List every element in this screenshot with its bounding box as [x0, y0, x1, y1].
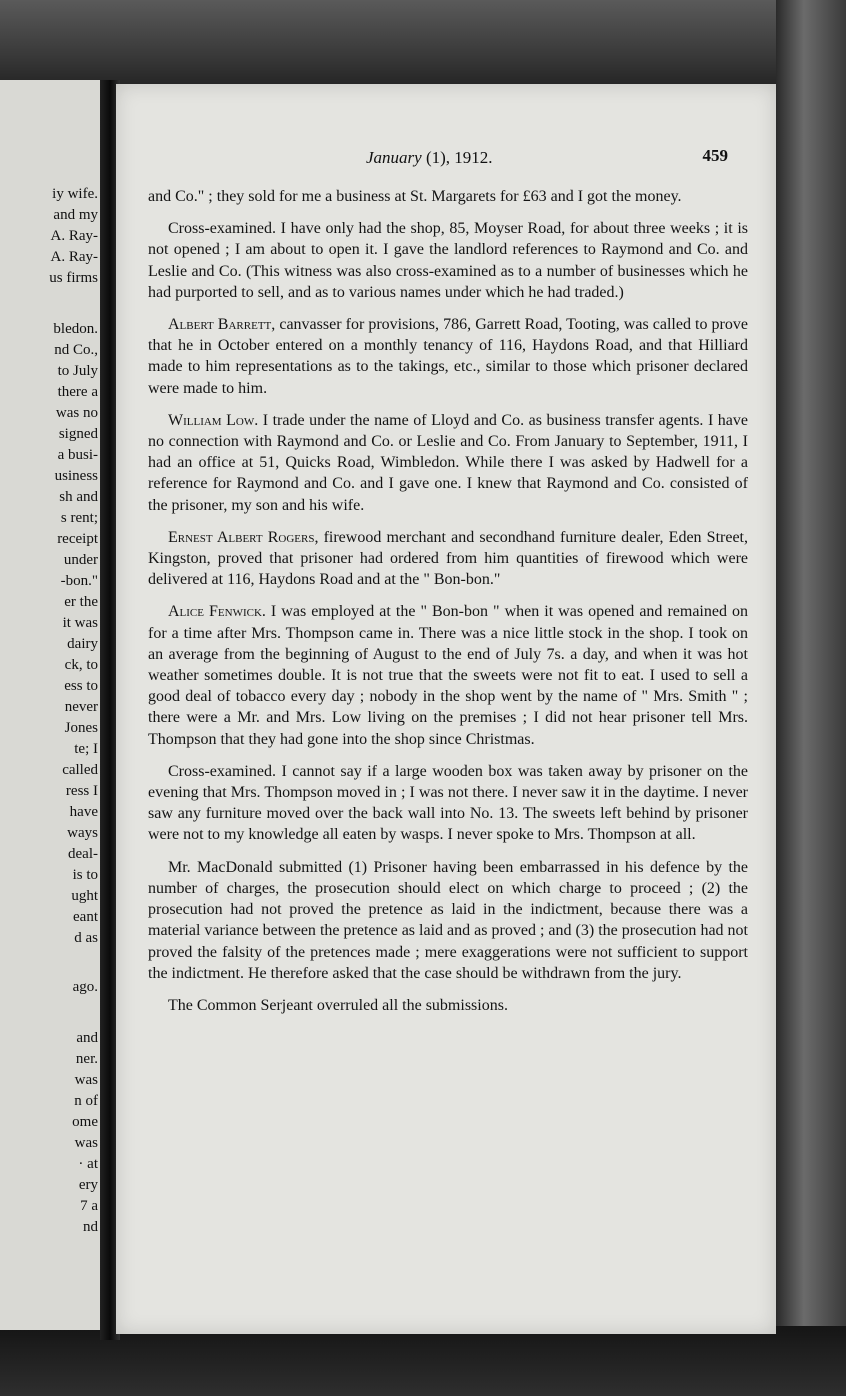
facing-page-line: ery: [78, 1177, 98, 1193]
facing-page-line: is to: [72, 867, 98, 883]
paragraph-ernest-rogers: Ernest Albert Rogers, firewood merchant and secondhand furniture dealer, Eden Street, Kingston, proved that prisoner had ordered from him quantities of firewood which were delivered at 116, Haydons Road and at the " Bon-bon.": [148, 528, 749, 589]
facing-page-line: dairy: [67, 636, 98, 652]
scan-background-top: [0, 0, 846, 90]
facing-page-line: -bon.": [60, 573, 98, 589]
facing-page-line: ress I: [65, 783, 98, 799]
body-text: [148, 186, 748, 1027]
facing-page-line: and: [76, 1030, 98, 1046]
facing-page-line: there a: [57, 384, 98, 400]
facing-page-line: and my: [53, 207, 98, 223]
witness-name: William Low.: [168, 411, 259, 429]
book-page: [116, 84, 776, 1334]
facing-page-line: s rent;: [60, 510, 98, 526]
facing-page-line: eant: [73, 909, 98, 925]
facing-page-line: never: [64, 699, 98, 715]
scan-background-right: [776, 0, 846, 1396]
facing-page-line: ck, to: [64, 657, 98, 673]
paragraph-william-low: William Low. I trade under the name of Lloyd and Co. as business transfer agents. I have no connection with Raymond and Co. or Leslie and Co. From January to September, 1911, I had an office at 51, Quicks Road, Wimbledon. While there I was asked by Hadwell for a reference for Raymond and Co. and I gave one. I knew that Raymond and Co. consisted of the prisoner, my son and his wife.: [148, 411, 748, 514]
facing-page-line: us firms: [49, 270, 98, 286]
facing-page-line: ways: [67, 825, 98, 841]
facing-page-line: n of: [74, 1093, 98, 1109]
facing-page-line: nd Co.,: [54, 342, 98, 358]
facing-page-line: under: [63, 552, 98, 568]
facing-page-line: usiness: [54, 468, 98, 484]
facing-page-line: A. Ray-: [50, 249, 98, 265]
facing-page-line: receipt: [57, 531, 98, 547]
scan-background-bottom: [0, 1326, 846, 1396]
facing-page-line: d as: [74, 930, 98, 946]
paragraph-cross-examination-fenwick: Cross-examined. I cannot say if a large wooden box was taken away by prisoner on the evening that Mrs. Thompson moved in ; I was not there. I never saw it in the daytime. I never saw any furniture moved over the back wall into No. 13. The sweets left behind by prisoner were not to my knowledge all eaten by wasps. I never spoke to Mrs. Thompson at all.: [148, 762, 748, 844]
facing-page-line: ess to: [64, 678, 98, 694]
facing-page-line: 7 a: [80, 1198, 98, 1214]
facing-page-line: was no: [55, 405, 98, 421]
facing-page-line: signed: [58, 426, 98, 442]
facing-page-line: ome: [72, 1114, 98, 1130]
facing-page-line: deal-: [68, 846, 98, 862]
facing-page-line: bledon.: [53, 321, 98, 337]
facing-page-line: ught: [71, 888, 98, 904]
facing-page-line: ner.: [75, 1051, 98, 1067]
facing-page-line: Jones: [64, 720, 98, 736]
facing-page-line: a busi-: [57, 447, 98, 463]
witness-name: Ernest Albert Rogers,: [168, 528, 319, 546]
paragraph-cross-examination-low: Cross-examined. I have only had the shop, 85, Moyser Road, for about three weeks ; it is not opened ; I am about to open it. I gave the landlord references to Raymond and Co. and Leslie and Co. (This witness was also cross-examined as to a number of businesses which he had purported to sell, and as to various names under which he had traded.): [148, 220, 748, 301]
facing-page-line: it was: [62, 615, 98, 631]
facing-page-line: er the: [64, 594, 98, 610]
witness-name: Alice Fenwick.: [168, 603, 266, 621]
facing-page-fragment: [0, 80, 102, 1330]
paragraph-submissions: Mr. MacDonald submitted (1) Prisoner having been embarrassed in his defence by the number of charges, the prosecution should elect on which charge to proceed ; (2) the prosecution had not proved the pretence as laid in the indictment, because there was a material variance between the pretence as laid and as proved ; and (3) the prosecution had not proved the falsity of the pretences made ; mere exaggerations were not sufficient to support the indictment. He therefore asked that the case should be withdrawn from the jury.: [148, 858, 748, 982]
paragraph-alice-fenwick: Alice Fenwick. I was employed at the " Bon-bon " when it was opened and remained on for a time after Mrs. Thompson came in. There was a nice little stock in the shop. I took on an average from the beginning of August to the end of July 7s. a day, and when it was hot weather sometimes double. It is not true that the sweets were not fit to eat. I used to sell a good deal of tobacco every day ; nobody in the shop went by the name of " Mrs. Smith " ; there were a Mr. and Mrs. Low living on the premises ; I did not hear prisoner tell Mrs. Thompson that they had gone into the shop since Christmas.: [148, 603, 748, 748]
witness-name: Albert Barrett,: [168, 316, 276, 334]
facing-page-line: te; I: [74, 741, 98, 757]
facing-page-line: have: [69, 804, 98, 820]
paragraph-albert-barrett: Albert Barrett, canvasser for provisions, 786, Garrett Road, Tooting, was called to prove that he in October entered on a monthly tenancy of 116, Haydons Road, and that Hilliard made to him representations as to the takings, etc., similar to those which prisoner declared were made to him.: [148, 316, 748, 397]
facing-page-line: was: [74, 1072, 98, 1088]
facing-page-line: nd: [83, 1219, 98, 1235]
facing-page-line: called: [62, 762, 98, 778]
paragraph-continuation: and Co." ; they sold for me a business at St. Margarets for £63 and I got the money.: [148, 188, 682, 205]
facing-page-line: A. Ray-: [50, 228, 98, 244]
facing-page-line: · at: [78, 1156, 98, 1172]
paragraph-ruling: The Common Serjeant overruled all the submissions.: [168, 996, 508, 1014]
running-head-date: January (1), 1912.: [366, 148, 493, 167]
running-head: [116, 148, 776, 168]
facing-page-line: ago.: [72, 979, 98, 995]
facing-page-line: to July: [57, 363, 98, 379]
facing-page-line: iy wife.: [52, 186, 98, 202]
facing-page-line: sh and: [59, 489, 98, 505]
facing-page-line: was: [74, 1135, 98, 1151]
page-number: 459: [702, 146, 728, 165]
